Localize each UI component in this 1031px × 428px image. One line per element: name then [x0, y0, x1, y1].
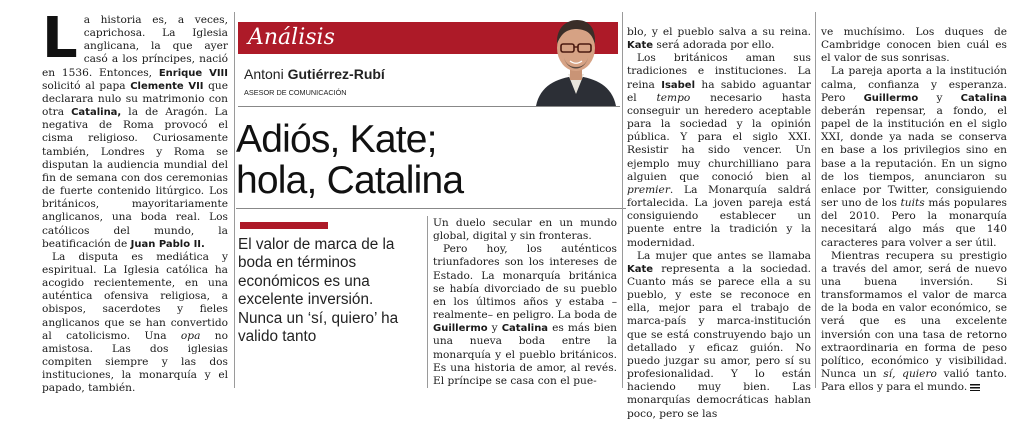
author-name — [244, 66, 385, 82]
author-last-name: Gutiérrez-Rubí — [287, 66, 385, 82]
col4-paragraph-2 — [821, 250, 1007, 395]
text-run: valió tanto. Para ellos y para el mundo. — [821, 368, 1008, 394]
bold-name: Clemente VII — [130, 80, 204, 92]
column-divider — [815, 12, 816, 388]
author-portrait — [530, 12, 622, 106]
text-run: necesario hasta conseguir un heredero aceptable para la sociedad y la opinión pública. Y para el siglo XXI. Resistir ha sido vencer. Un ejemplo muy churchilliano para alguien que conoció bien al — [627, 91, 811, 183]
bold-name: Kate — [627, 263, 654, 275]
headline — [236, 119, 626, 201]
text-run: Pero hoy, los auténticos triunfadores son los intereses de Estado. La monarquía británica se había divorciado de su pueblo en los últimos años y estaba –realmente– en peligro. La boda de — [433, 243, 617, 322]
text-run: y — [918, 91, 961, 104]
italic-term: premier — [627, 183, 670, 196]
subhead-accent-bar — [240, 222, 328, 229]
text-run: Un duelo secular en un mundo global, digital y sin fronteras. — [433, 217, 617, 243]
col4-paragraph-1 — [821, 65, 1007, 249]
column-2 — [433, 217, 617, 388]
text-run: será adorada por ello. — [653, 39, 775, 52]
section-label: Análisis — [248, 25, 335, 50]
column-1 — [42, 6, 228, 396]
text-run: ve muchísimo. Los duques de Cambridge conocen bien cuál es el valor de sus sonrisas. — [821, 26, 1007, 65]
text-run: más populares del 2010. Pero la monarquía necesitará algo más que 140 caracteres para volver a ser útil. — [821, 197, 1007, 249]
bold-name: Catalina, — [71, 107, 122, 119]
text-run: La mujer que antes se llamaba — [637, 249, 811, 262]
italic-term: sí, quiero — [883, 368, 937, 381]
headline-line-1: Adiós, Kate; — [236, 118, 437, 161]
text-run: no amistosa. Las dos iglesias compiten siempre y las dos instituciones, la monarquía y el papado, también. — [42, 329, 228, 395]
headline-line-2: hola, Catalina — [236, 159, 464, 202]
col3-paragraph-2 — [627, 250, 811, 421]
text-run: la de Aragón. La negativa de Roma provocó el cisma religioso. Curiosamente también, Londres y Roma se disputan la audiencia mundial del fin de semana con dos ceremonias de fuerte contenido litúrgico. Los británicos, mayoritariamente anglicanos, una boda real. Los católicos del mundo, la beatificación de — [42, 106, 228, 250]
italic-term: tempo — [656, 91, 691, 104]
bold-name: Guillermo — [863, 92, 919, 104]
author-role: ASESOR DE COMUNICACIÓN — [244, 88, 347, 97]
text-run: . La Monarquía saldrá fortalecida. La joven pareja está consiguiendo establecer un puente entre la tradición y la modernidad. — [627, 183, 811, 249]
col4-paragraph-0 — [821, 26, 1007, 65]
text-run: representa a la sociedad. Cuanto más se parece ella a su pueblo, y este se reconoce en ella, mejor para el trabajo de marca-país y marca-institución que se está construyendo bajo un detallado y eficaz guión. No puedo juzgar su amor, pero sí su profesionalidad. Y lo están haciendo muy bien. Las monarquías democráticas hablan poco, pero se las — [627, 262, 811, 420]
col2-paragraph-2 — [433, 243, 617, 388]
bold-name: Catalina — [960, 92, 1007, 104]
col2-paragraph-1 — [433, 217, 617, 243]
text-run: es más bien una nueva boda entre la monarquía y el pueblo británicos. Es una historia de amor, al revés. El príncipe se casa con el pue- — [433, 322, 617, 387]
author-divider — [238, 106, 620, 107]
bold-name: Juan Pablo II. — [130, 238, 205, 250]
text-run: deberán repensar, a fondo, el papel de la institución en el siglo XXI, donde ya nada se conserva en base a los privilegios sino en base a la reputación. En un signo de los tiempos, anunciaron su enlace por Twitter, consiguiendo ser uno de los — [821, 104, 1007, 210]
text-run: solicitó al papa — [42, 79, 131, 92]
text-run: y — [487, 322, 502, 335]
column-divider — [427, 216, 428, 388]
text-run: Los británicos aman sus tradiciones e instituciones. La reina — [627, 52, 811, 91]
italic-term: tuits — [900, 197, 925, 210]
bold-name: Catalina — [501, 323, 549, 335]
bold-name: Kate — [627, 40, 654, 52]
text-run: a historia es, a veces, caprichosa. La Iglesia anglicana, la que ayer casó a los príncipes, nació en 1536. Entonces, — [42, 14, 228, 79]
subheadline: El valor de marca de la boda en términos económicos es una excelente inversión. Nunca un ‘sí, quiero’ ha valido tanto — [238, 236, 399, 346]
text-run: ha sabido aguantar el — [627, 78, 811, 104]
col1-paragraph-1 — [42, 6, 228, 251]
bold-name: Isabel — [661, 79, 696, 91]
col1-paragraph-2 — [42, 251, 228, 396]
text-run: Mientras recupera su prestigio a través del amor, será de nuevo una buena inversión. Si transformamos el valor de marca de la boda en valor económico, se verá que es una excelente inversión con una tasa de retorno extraordinaria en forma de peso político, económico y visibilidad. Nunca un — [821, 249, 1007, 381]
col3-paragraph-0 — [627, 26, 811, 52]
text-run: que declarara nulo su matrimonio con otra — [42, 79, 228, 119]
column-3 — [627, 26, 811, 421]
column-divider — [234, 12, 235, 388]
col3-paragraph-1 — [627, 52, 811, 249]
headline-divider — [236, 208, 626, 209]
text-run: blo, y el pueblo salva a su reina. — [627, 26, 811, 38]
author-box — [238, 54, 538, 106]
bold-name: Enrique VIII — [158, 67, 228, 79]
text-run: La disputa es mediática y espiritual. La Iglesia católica ha acogido recientemente, en una auténtica ofensiva religiosa, a obispos, sacerdotes y fieles anglicanos que se han convertido al catolicismo. Una — [42, 250, 228, 342]
column-4 — [821, 26, 1007, 394]
italic-term: opa — [180, 329, 201, 342]
end-of-article-icon — [970, 384, 980, 391]
bold-name: Guillermo — [433, 323, 488, 335]
text-run: La pareja aporta a la institución calma, confianza y esperanza. Pero — [821, 65, 1007, 104]
column-divider — [622, 12, 623, 388]
drop-cap: L — [42, 6, 78, 71]
author-first-name: Antoni — [244, 66, 284, 82]
